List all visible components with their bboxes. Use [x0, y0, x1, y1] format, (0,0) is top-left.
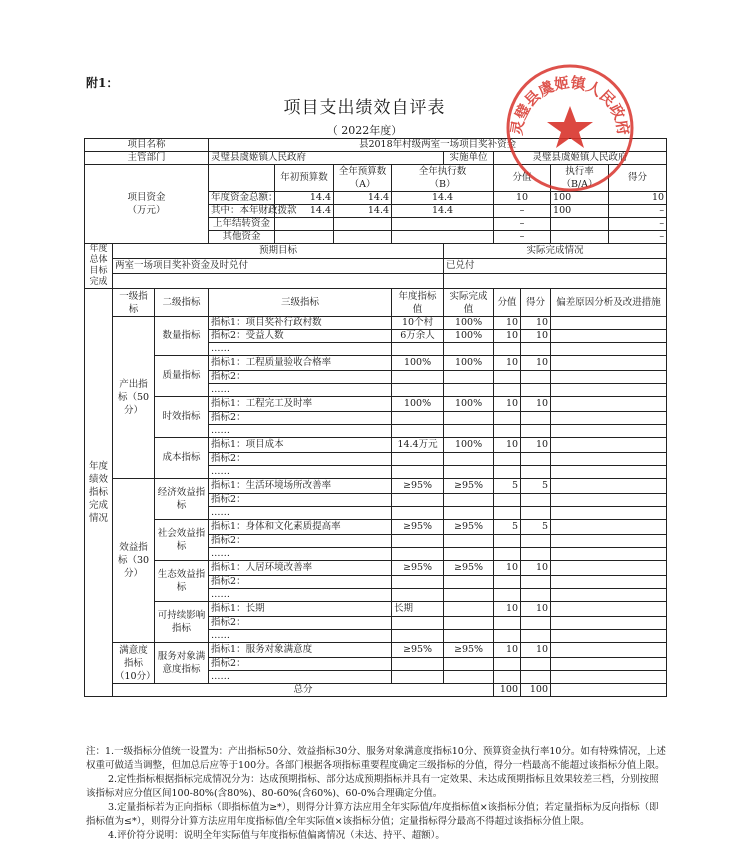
impl-label: 实施单位	[444, 152, 494, 165]
satisfaction-label: 满意度指标（10分）	[113, 643, 155, 684]
indicator-score: 10	[494, 330, 521, 343]
ellipsis: ……	[209, 507, 392, 520]
fund-exec: 14.4	[392, 192, 494, 205]
indicator-name: 指标1：工程完工及时率	[209, 397, 392, 412]
indicator-name: 指标1：人居环境改善率	[209, 561, 392, 576]
timeliness-label: 时效指标	[155, 397, 209, 438]
table-row	[85, 438, 667, 453]
col-l2: 二级指标	[155, 289, 209, 317]
indicator-score: 10	[494, 356, 521, 371]
indicator-section-label: 年度绩效指标完成情况	[85, 289, 113, 697]
indicator-name: 指标2：	[209, 453, 392, 466]
col-score: 分值	[494, 165, 551, 192]
indicator-score: 10	[494, 602, 521, 617]
fund-score: –	[494, 205, 551, 218]
indicator-name: 指标2：	[209, 494, 392, 507]
fund-exec	[392, 231, 494, 244]
indicator-actual: ≥95%	[444, 643, 494, 658]
fund-full: 14.4	[334, 192, 392, 205]
fund-initial	[275, 231, 334, 244]
indicator-name: 指标1：生活环境场所改善率	[209, 479, 392, 494]
note-2: 2.定性指标根据指标完成情况分为：达成预期指标、部分达成预期指标并具有一定效果、未达成预期指标且效果较差三档，分别按照该指标对应分值区间100-80%(含80%)、80-60%(含60%)、60-0%合理确定分值。	[86, 774, 659, 799]
note-4: 4.评价符分说明：说明全年实际值与年度指标值偏离情况（未达、持平、超额）。	[108, 830, 445, 841]
fund-rate: 100	[551, 205, 609, 218]
indicator-name: 指标2：	[209, 535, 392, 548]
fund-label: 上年结转资金	[209, 218, 275, 231]
table-row	[85, 520, 667, 535]
project-name-value: 县2018年村级两室一场项目奖补资金	[209, 139, 667, 152]
col-actual: 实际完成值	[444, 289, 494, 317]
indicator-target: 6万余人	[392, 330, 444, 343]
table-row	[85, 317, 667, 330]
benefit-label: 效益指标（30分）	[113, 479, 155, 643]
table-row	[85, 479, 667, 494]
fund-rate: 100	[551, 192, 609, 205]
ellipsis: ……	[209, 425, 392, 438]
indicator-name: 指标1：服务对象满意度	[209, 643, 392, 658]
funds-label: 项目资金 （万元）	[85, 165, 209, 244]
fund-initial	[275, 218, 334, 231]
fund-got: –	[609, 218, 667, 231]
fund-label: 其中：本年财政拨款	[209, 205, 275, 218]
social-label: 社会效益指标	[155, 520, 209, 561]
table-row	[85, 643, 667, 658]
indicator-score: 10	[494, 438, 521, 453]
indicator-target: ≥95%	[392, 643, 444, 658]
indicator-target: ≥95%	[392, 561, 444, 576]
indicator-got: 10	[521, 330, 551, 343]
fiscal-year: （ 2022年度）	[326, 124, 403, 137]
ellipsis: ……	[209, 589, 392, 602]
table-row	[85, 397, 667, 412]
quality-label: 质量指标	[155, 356, 209, 397]
row-department	[85, 152, 667, 165]
indicator-score: 10	[494, 561, 521, 576]
ellipsis: ……	[209, 548, 392, 561]
indicator-got: 5	[521, 520, 551, 535]
row-goal-values	[85, 259, 667, 274]
fund-label: 年度资金总额：	[209, 192, 275, 205]
fund-score: 10	[494, 192, 551, 205]
sustain-label: 可持续影响指标	[155, 602, 209, 643]
table-row	[85, 356, 667, 371]
indicator-score: 5	[494, 479, 521, 494]
indicator-got: 5	[521, 479, 551, 494]
fund-score: –	[494, 231, 551, 244]
economic-label: 经济效益指标	[155, 479, 209, 520]
indicator-name: 指标2：	[209, 658, 392, 671]
fund-rate	[551, 231, 609, 244]
indicator-target: ≥95%	[392, 479, 444, 494]
indicator-got: 10	[521, 356, 551, 371]
total-score: 100	[494, 684, 521, 697]
col-reason: 偏差原因分析及改进措施	[551, 289, 667, 317]
indicator-target: 14.4万元	[392, 438, 444, 453]
indicator-name: 指标2：受益人数	[209, 330, 392, 343]
fund-got: 10	[609, 192, 667, 205]
indicator-score: 10	[494, 643, 521, 658]
indicator-name: 指标2：	[209, 412, 392, 425]
indicator-target: 100%	[392, 397, 444, 412]
fund-full: 14.4	[334, 205, 392, 218]
fund-full	[334, 218, 392, 231]
dept-value: 灵璧县虞姬镇人民政府	[209, 152, 444, 165]
row-indicator-header	[85, 289, 667, 317]
actual-label: 实际完成情况	[444, 244, 667, 259]
ellipsis: ……	[209, 671, 392, 684]
indicator-actual: 100%	[444, 356, 494, 371]
expected-label: 预期目标	[113, 244, 444, 259]
indicator-name: 指标1：长期	[209, 602, 392, 617]
row-project-name	[85, 139, 667, 152]
fund-initial: 14.4	[275, 192, 334, 205]
indicator-score: 5	[494, 520, 521, 535]
indicator-actual: ≥95%	[444, 479, 494, 494]
indicator-got: 10	[521, 438, 551, 453]
indicator-actual: 100%	[444, 438, 494, 453]
indicator-actual: ≥95%	[444, 520, 494, 535]
fund-got: –	[609, 205, 667, 218]
indicator-got: 10	[521, 602, 551, 617]
page-title: 项目支出绩效自评表	[283, 98, 446, 118]
total-label: 总分	[113, 684, 494, 697]
col-full: 全年预算数 （A）	[334, 165, 392, 192]
ellipsis: ……	[209, 630, 392, 643]
notes	[86, 745, 666, 843]
project-name-label: 项目名称	[85, 139, 209, 152]
fund-label: 其他资金	[209, 231, 275, 244]
indicator-name: 指标1：项目成本	[209, 438, 392, 453]
indicator-name: 指标2：	[209, 371, 392, 384]
indicator-actual: 100%	[444, 397, 494, 412]
total-got: 100	[521, 684, 551, 697]
indicator-actual: ≥95%	[444, 561, 494, 576]
service-label: 服务对象满意度指标	[155, 643, 209, 684]
indicator-actual: 100%	[444, 317, 494, 330]
col-got-ind: 得分	[521, 289, 551, 317]
table-row	[85, 602, 667, 617]
indicator-got: 10	[521, 397, 551, 412]
actual-goal: 已兑付	[444, 259, 667, 274]
col-rate: 执行率 （B/A）	[551, 165, 609, 192]
indicator-got: 10	[521, 561, 551, 576]
indicator-actual: 100%	[444, 330, 494, 343]
col-l1: 一级指标	[113, 289, 155, 317]
indicator-got: 10	[521, 643, 551, 658]
evaluation-table	[84, 138, 667, 697]
indicator-target: ≥95%	[392, 520, 444, 535]
row-funds-header	[85, 165, 667, 192]
row-total	[85, 684, 667, 697]
ellipsis: ……	[209, 466, 392, 479]
note-1: 注：1.一级指标分值统一设置为：产出指标50分、效益指标30分、服务对象满意度指标10分、预算资金执行率10分。如有特殊情况，上述权重可做适当调整，但加总后应等于100分。各部门根据各项指标重要程度确定三级指标的分值，得分一档最高不能超过该指标分值上限。	[86, 746, 666, 771]
fund-exec	[392, 218, 494, 231]
col-got: 得分	[609, 165, 667, 192]
row-goal-header	[85, 244, 667, 259]
annex-label: 附1：	[86, 76, 119, 90]
col-initial: 年初预算数	[275, 165, 334, 192]
fund-exec: 14.4	[392, 205, 494, 218]
col-exec: 全年执行数 （B）	[392, 165, 494, 192]
indicator-actual	[444, 602, 494, 617]
fund-initial: 14.4	[275, 205, 334, 218]
fund-got: –	[609, 231, 667, 244]
indicator-target: 100%	[392, 356, 444, 371]
quantity-label: 数量指标	[155, 317, 209, 356]
fund-score: –	[494, 218, 551, 231]
col-l3: 三级指标	[209, 289, 392, 317]
goal-label: 年度总体目标完成	[85, 244, 113, 289]
impl-value: 灵璧县虞姬镇人民政府	[494, 152, 667, 165]
seal-text: 灵璧县虞姬镇人民政府	[507, 73, 633, 137]
indicator-name: 指标2：	[209, 576, 392, 589]
expected-goal: 两室一场项目奖补资金及时兑付	[113, 259, 444, 274]
indicator-score: 10	[494, 317, 521, 330]
row-goal-blank	[85, 274, 667, 289]
cost-label: 成本指标	[155, 438, 209, 479]
table-row	[85, 561, 667, 576]
eco-label: 生态效益指标	[155, 561, 209, 602]
note-3: 3.定量指标若为正向指标（即指标值为≥*），则得分计算方法应用全年实际值/年度指标值×该指标分值；若定量指标为反向指标（即指标值为≤*），则得分计算方法应用年度指标值/全年实际值×该指标分值；定量指标得分最高不得超过该指标分值上限。	[86, 802, 659, 827]
indicator-name: 指标2：	[209, 617, 392, 630]
indicator-name: 指标1：身体和文化素质提高率	[209, 520, 392, 535]
ellipsis: ……	[209, 343, 392, 356]
indicator-got: 10	[521, 317, 551, 330]
indicator-name: 指标1：项目奖补行政村数	[209, 317, 392, 330]
ellipsis: ……	[209, 384, 392, 397]
col-score-ind: 分值	[494, 289, 521, 317]
indicator-target: 10个村	[392, 317, 444, 330]
indicator-name: 指标1：工程质量验收合格率	[209, 356, 392, 371]
dept-label: 主管部门	[85, 152, 209, 165]
indicator-score: 10	[494, 397, 521, 412]
fund-full	[334, 231, 392, 244]
col-target: 年度指标值	[392, 289, 444, 317]
indicator-target: 长期	[392, 602, 444, 617]
fund-rate	[551, 218, 609, 231]
output-label: 产出指标（50分）	[113, 317, 155, 479]
